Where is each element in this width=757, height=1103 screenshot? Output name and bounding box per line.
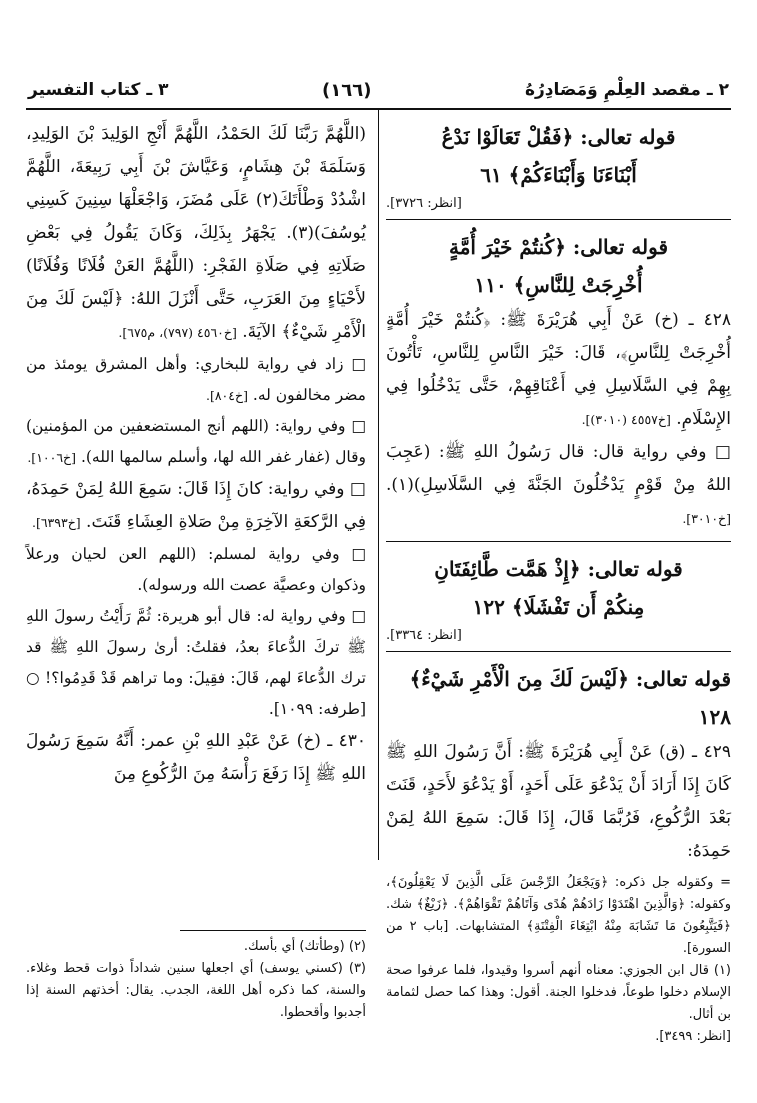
hadith-429: ٤٢٩ ـ (ق) عَنْ أَبِي هُرَيْرَةَ ﷺ: أَنَّ رَسُولَ اللهِ ﷺ كَانَ إِذَا أَرَادَ أَنْ يَدْعُوَ عَلَى أَحَدٍ، أَوْ يَدْعُوَ لأَحَدٍ، قَنَتَ بَعْدَ الرُّكُوعِ، فَرُبَّمَا قَالَ، إِذَا قَالَ: سَمِعَ اللهُ لِمَنْ حَمِدَهُ: <box>386 742 731 861</box>
page-number: (١٦٦) <box>321 79 372 101</box>
hadith-428-variant-text: □ وفي رواية قال: قال رَسُولُ اللهِ ﷺ: (عَجِبَ اللهُ مِنْ قَوْمٍ يَدْخُلُونَ الجَنَّةَ فِي السَّلَاسِلِ)(١). <box>386 442 731 495</box>
footnote-3: (٣) (كسني يوسف) أي اجعلها سنين شداداً ذوات قحط وغلاء. والسنة، كما ذكره أهل اللغة، الجدب. يقال: أخذتهم السنة إذا أجدبوا وأقحطوا. <box>26 961 366 1020</box>
hadith-428-ref: [خ٤٥٥٧ (٣٠١٠)]. <box>581 412 671 427</box>
footnotes-left <box>26 936 366 1024</box>
hadith-430: ٤٣٠ ـ (خ) عَنْ عَبْدِ اللهِ بْنِ عمر: أَنَّهُ سَمِعَ رَسُولَ اللهِ ﷺ إِذَا رَفَعَ رَأْسَهُ مِنَ الرُّكُوعِ مِنَ <box>26 731 366 784</box>
hadith-428-text: ٤٢٨ ـ (خ) عَنْ أَبِي هُرَيْرَةَ ﷺ: ﴿كُنتُمْ خَيْرَ أُمَّةٍ أُخْرِجَتْ لِلنَّاسِ﴾، قَالَ: خَيْرَ النَّاسِ لِلنَّاسِ، تَأْتُونَ بِهِمْ فِي السَّلَاسِلِ فِي أَعْنَاقِهِمْ، حَتَّى يَدْخُلُوا فِي الإِسْلَامِ. <box>386 310 731 429</box>
variant-mustadafin <box>26 411 366 473</box>
footnote-rule <box>180 930 366 931</box>
variant-bukhari-mashriq <box>26 349 366 411</box>
hadith-429-ref: [خ٤٥٦٠ (٧٩٧)، م٦٧٥]. <box>118 325 237 340</box>
variant-muslim: □ وفي رواية لمسلم: (اللهم العن لحيان ورعلاً وذكوان وعصيَّة عصت الله ورسوله). <box>26 545 366 594</box>
footnote-1: (١) قال ابن الجوزي: معناه أنهم أسروا وقيدوا، فلما عرفوا صحة الإسلام دخلوا طوعاً، فدخلوا الجنة. أقول: وهذا كما حصل لثمامة بن أثال. <box>386 963 731 1022</box>
verse-heading-61: قوله تعالى: ﴿فَقُلْ تَعَالَوْا نَدْعُ <box>441 125 676 149</box>
footnotes-right <box>386 872 731 1048</box>
verse-heading-110: قوله تعالى: ﴿كُنتُمْ خَيْرَ أُمَّةٍ <box>448 235 669 259</box>
column-divider <box>378 110 379 860</box>
hadith-428-variant-ref: [خ٣٠١٠]. <box>682 511 731 526</box>
variant-mustadafin-text: □ وفي رواية: (اللهم أنج المستضعفين من المؤمنين) وقال (غفار غفر الله لها، وأسلم سالمها الله). <box>26 417 366 466</box>
variant-isha-text: □ وفي رواية: كانَ إِذَا قَالَ: سَمِعَ اللهُ لِمَنْ حَمِدَهُ، فِي الرَّكعَةِ الآخِرَةِ مِنْ صَلاةِ العِشَاءِ قَنَتَ. <box>26 479 366 532</box>
variant-mustadafin-ref: [خ١٠٠٦]. <box>27 450 76 465</box>
variant-bukhari-mashriq-text: □ زاد في رواية للبخاري: وأهل المشرق يومئذ من مضر مخالفون له. <box>26 355 366 404</box>
header-chapter-title: ٣ ـ كتاب التفسير <box>28 80 169 100</box>
footnote-2: (٢) (وطأتك) أي بأسك. <box>243 939 366 954</box>
verse-heading-110-cont: أُخْرِجَتْ لِلنَّاسِ﴾ ١١٠ <box>474 273 643 297</box>
running-header <box>28 74 729 106</box>
verse-heading-122-cont: مِنكُمْ أَن تَفْشَلَا﴾ ١٢٢ <box>472 595 645 619</box>
verse-61-cite: [انظر: ٣٧٢٦]. <box>386 196 462 211</box>
variant-isha-ref: [خ٦٣٩٣]. <box>31 515 81 530</box>
verse-heading-128: قوله تعالى: ﴿لَيْسَ لَكَ مِنَ الْأَمْرِ شَيْءٌ﴾ ١٢٨ <box>409 667 731 729</box>
verse-122-cite: [انظر: ٣٣٦٤]. <box>386 628 462 643</box>
separator <box>386 541 731 542</box>
hadith-428-variant <box>386 436 731 535</box>
left-column <box>26 118 366 791</box>
hadith-428 <box>386 304 731 436</box>
right-column <box>386 118 731 868</box>
verse-heading-122: قوله تعالى: ﴿إِذْ هَمَّت طَّائِفَتَانِ <box>434 557 683 581</box>
header-section-title: ٢ ـ مقصد العِلْمِ وَمَصَادِرُهُ <box>524 80 729 100</box>
verse-heading-61-cont: أَبْنَاءَنَا وَأَبْنَاءَكُمْ﴾ ٦١ <box>480 163 637 187</box>
variant-bukhari-mashriq-ref: [خ٨٠٤]. <box>205 388 248 403</box>
footnote-1-ref: [انظر: ٣٤٩٩]. <box>655 1029 731 1044</box>
variant-isha <box>26 473 366 539</box>
hadith-429-cont-text: (اللَّهُمَّ رَبَّنَا لَكَ الحَمْدُ، اللَّهُمَّ أَنْجِ الوَلِيدَ بْنَ الوَلِيدِ، وَسَلَمَةَ بْنَ هِشَامٍ، وَعَيَّاشَ بْنَ أَبِي رَبِيعَةَ، اللَّهُمَّ اشْدُدْ وَطْأَتَكَ(٢) عَلَى مُضَرَ، وَاجْعَلْهَا سِنِينَ كَسِنِي يُوسُفَ)(٣). يَجْهَرُ بِذَلِكَ، وَكَانَ يَقُولُ فِي بَعْضِ صَلَاتِهِ فِي صَلَاةِ الفَجْرِ: (اللَّهُمَّ العَنْ فُلَانًا وَفُلَانًا) لأَحْيَاءٍ مِنَ العَرَبِ، حَتَّى أَنْزَلَ اللهُ: ﴿لَيْسَ لَكَ مِنَ الْأَمْرِ شَيْءٌ﴾ الآيَةَ. <box>26 124 366 342</box>
hadith-429-cont <box>26 118 366 349</box>
separator <box>386 219 731 220</box>
variant-muslim-abu-hurayra: □ وفي رواية له: قال أبو هريرة: ثُمَّ رَأَيْتُ رسولَ اللهِ ﷺ تركَ الدُّعاءَ بعدُ، فقلتُ: أرىٰ رسولَ اللهِ ﷺ قد ترك الدُّعاءَ لهم، قَالَ: فقِيلَ: وما تراهم قَدْ قَدِمُوا؟! ○ [طرفه: ١٠٩٩]. <box>26 607 366 718</box>
footnote-continuation: = وكقوله جل ذكره: ﴿وَيَجْعَلُ الرِّجْسَ عَلَى الَّذِينَ لَا يَعْقِلُونَ﴾، وكقوله: ﴿وَالَّذِينَ اهْتَدَوْا زَادَهُمْ هُدًى وَآتَاهُمْ تَقْوَاهُمْ﴾. ﴿زَيْغٌ﴾ شك. ﴿فَيَتَّبِعُونَ مَا تَشَابَهَ مِنْهُ ابْتِغَاءَ الْفِتْنَةِ﴾ المتشابهات. [باب ٢ من السورة]. <box>386 875 731 956</box>
separator <box>386 651 731 652</box>
